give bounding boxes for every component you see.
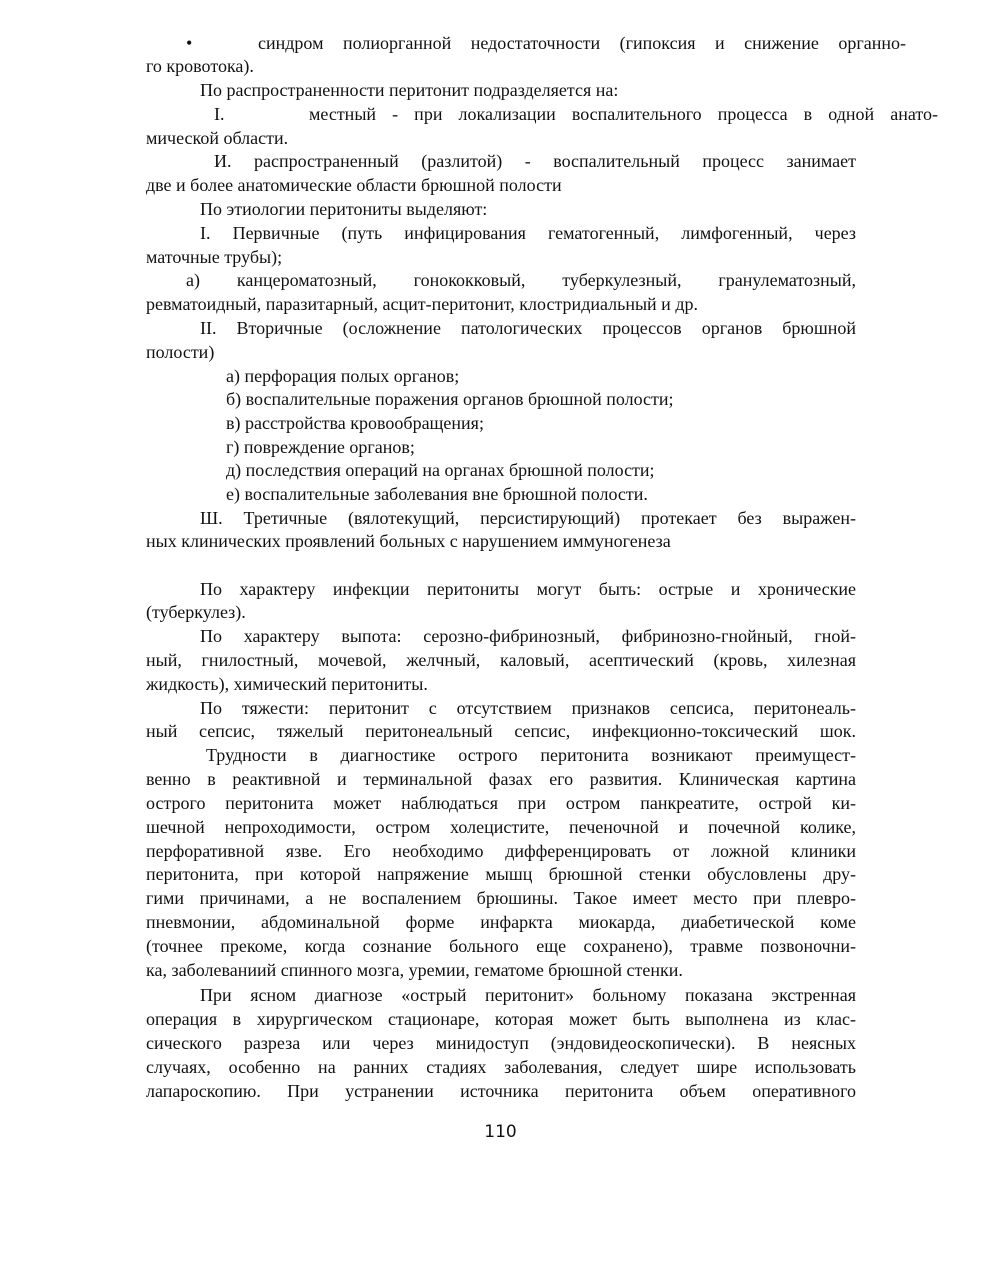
page-number: 110 xyxy=(484,1122,517,1142)
text-line: сического разреза или через минидоступ (эндовидеоскопически). В неясных xyxy=(146,1033,856,1053)
text-line: По распространенности перитонит подразделяется на: xyxy=(200,80,619,100)
list-number: I. xyxy=(214,104,225,124)
text-line: При ясном диагнозе «острый перитонит» больному показана экстренная xyxy=(200,985,856,1005)
text-line: лапароскопию. При устранении источника перитонита объем оперативного xyxy=(146,1081,856,1101)
text-line: перфоративной язве. Его необходимо дифференцировать от ложной клиники xyxy=(146,841,856,861)
text-line: жидкость), химический перитониты. xyxy=(146,674,428,694)
text-line: (туберкулез). xyxy=(146,602,246,622)
text-line: I. Первичные (путь инфицирования гематогенный, лимфогенный, через xyxy=(200,223,856,243)
text-line: две и более анатомические области брюшной полости xyxy=(146,175,562,195)
list-item: б) воспалительные поражения органов брюшной полости; xyxy=(226,389,674,409)
text-line: местный - при локализации воспалительного процесса в одной анато- xyxy=(309,104,938,124)
text-line: синдром полиорганной недостаточности (гипоксия и снижение органно- xyxy=(258,33,906,53)
list-item: а) перфорация полых органов; xyxy=(226,366,460,386)
text-line: Ш. Третичные (вялотекущий, персистирующий) протекает без выражен- xyxy=(200,508,856,528)
list-item: в) расстройства кровообращения; xyxy=(226,413,484,433)
text-line: венно в реактивной и терминальной фазах его развития. Клиническая картина xyxy=(146,769,856,789)
text-line: мической области. xyxy=(146,128,289,148)
text-line: По характеру инфекции перитониты могут быть: острые и хронические xyxy=(200,579,856,599)
list-item: д) последствия операций на органах брюшной полости; xyxy=(226,460,655,480)
text-line: шечной непроходимости, остром холецистите, печеночной и почечной колике, xyxy=(146,817,856,837)
text-line: По тяжести: перитонит с отсутствием признаков сепсиса, перитонеаль- xyxy=(200,698,856,718)
text-line: полости) xyxy=(146,342,215,362)
text-line: II. Вторичные (осложнение патологических процессов органов брюшной xyxy=(200,318,856,338)
text-line: перитонита, при которой напряжение мышц брюшной стенки обусловлены дру- xyxy=(146,864,856,884)
text-line: ных клинических проявлений больных с нарушением иммуногенеза xyxy=(146,531,671,551)
text-line: Трудности в диагностике острого перитонита возникают преимущест- xyxy=(206,745,856,765)
text-line: острого перитонита может наблюдаться при остром панкреатите, острой ки- xyxy=(146,793,856,813)
text-line: ный сепсис, тяжелый перитонеальный сепсис, инфекционно-токсический шок. xyxy=(146,721,856,741)
text-line: ка, заболеваниий спинного мозга, уремии, гематоме брюшной стенки. xyxy=(146,960,683,980)
text-line: ный, гнилостный, мочевой, желчный, каловый, асептический (кровь, хилезная xyxy=(146,650,856,670)
text-line: (точнее прекоме, когда сознание больного еще сохранено), травме позвоночни- xyxy=(146,936,856,956)
text-line: пневмонии, абдоминальной форме инфаркта миокарда, диабетической коме xyxy=(146,912,856,932)
text-line: го кровотока). xyxy=(146,56,254,76)
text-line: гими причинами, а не воспалением брюшины. Такое имеет место при плевро- xyxy=(146,888,856,908)
text-line: И. распространенный (разлитой) - воспалительный процесс занимает xyxy=(214,151,856,171)
text-line: случаях, особенно на ранних стадиях заболевания, следует шире использовать xyxy=(146,1057,856,1077)
list-item: е) воспалительные заболевания вне брюшной полости. xyxy=(226,484,648,504)
bullet-marker: • xyxy=(186,33,193,53)
text-line: ревматоидный, паразитарный, асцит-перитонит, клостридиальный и др. xyxy=(146,294,698,314)
text-line: а) канцероматозный, гонококковый, туберкулезный, гранулематозный, xyxy=(186,270,856,290)
text-line: По характеру выпота: серозно-фибринозный, фибринозно-гнойный, гной- xyxy=(200,626,856,646)
list-item: г) повреждение органов; xyxy=(226,437,415,457)
text-line: маточные трубы); xyxy=(146,247,283,267)
text-line: операция в хирургическом стационаре, которая может быть выполнена из клас- xyxy=(146,1009,856,1029)
text-line: По этиологии перитониты выделяют: xyxy=(200,199,488,219)
